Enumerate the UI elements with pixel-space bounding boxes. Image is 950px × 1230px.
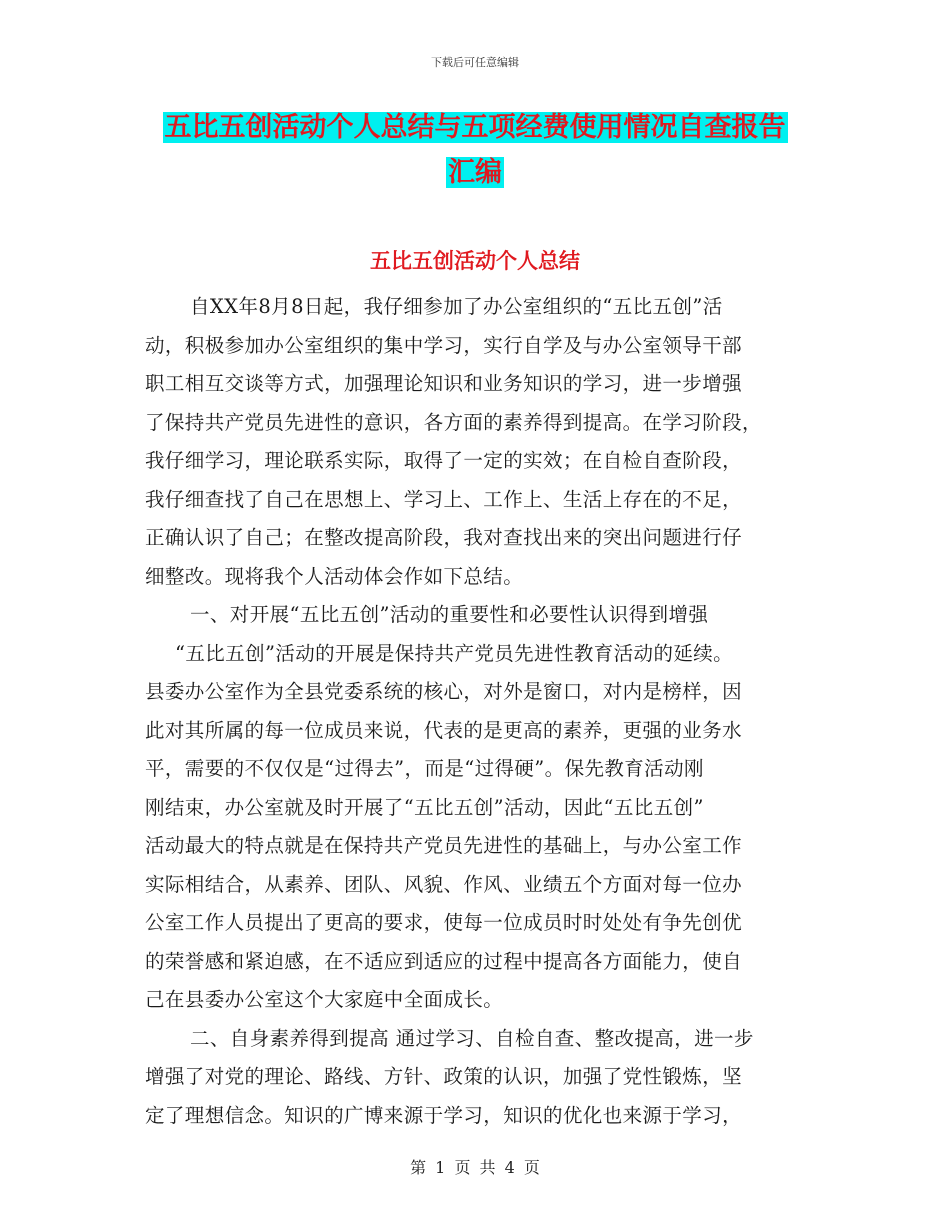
- section-heading: 二、自身素养得到提高 通过学习、自检自查、整改提高，进一步: [190, 1026, 754, 1050]
- body-line: 县委办公室作为全县党委系统的核心，对外是窗口，对内是榜样，因: [145, 680, 743, 703]
- document-title-line-1: 五比五创活动个人总结与五项经费使用情况自查报告: [164, 112, 786, 143]
- body-line: 定了理想信念。知识的广博来源于学习，知识的优化也来源于学习，: [145, 1103, 743, 1127]
- body-line: 平，需要的不仅仅是“过得去”，而是“过得硬”。保先教育活动刚: [145, 757, 704, 780]
- body-line: 公室工作人员提出了更高的要求，使每一位成员时时处处有争先创优: [145, 911, 743, 934]
- document-body: [145, 288, 815, 1135]
- body-line: 细整改。现将我个人活动体会作如下总结。: [145, 564, 524, 588]
- body-line: 我仔细学习，理论联系实际，取得了一定的实效；在自检自查阶段，: [145, 449, 743, 472]
- body-line: 了保持共产党员先进性的意识，各方面的素养得到提高。在学习阶段，: [145, 410, 762, 434]
- body-line: 职工相互交谈等方式，加强理论知识和业务知识的学习，进一步增强: [145, 372, 743, 395]
- body-line: 动，积极参加办公室组织的集中学习，实行自学及与办公室领导干部: [145, 333, 743, 357]
- page-header: 下载后可任意编辑: [431, 56, 519, 69]
- section-title: 五比五创活动个人总结: [370, 249, 580, 273]
- body-line: 活动最大的特点就是在保持共产党员先进性的基础上，与办公室工作: [145, 834, 743, 857]
- body-line: 正确认识了自己；在整改提高阶段，我对查找出来的突出问题进行仔: [145, 526, 743, 549]
- body-line: 增强了对党的理论、路线、方针、政策的认识，加强了党性锻炼，坚: [145, 1065, 743, 1088]
- body-line: 我仔细查找了自己在思想上、学习上、工作上、生活上存在的不足，: [145, 487, 743, 511]
- body-line: 己在县委办公室这个大家庭中全面成长。: [145, 988, 504, 1011]
- body-line: 刚结束，办公室就及时开展了“五比五创”活动，因此“五比五创”: [145, 795, 704, 819]
- section-heading: 一、对开展“五比五创”活动的重要性和必要性认识得到增强: [190, 603, 709, 626]
- body-line: 实际相结合，从素养、团队、风貌、作风、业绩五个方面对每一位办: [145, 872, 743, 896]
- page-footer: 第 1 页 共 4 页: [410, 1158, 540, 1177]
- body-line: 自XX年8月8日起，我仔细参加了办公室组织的“五比五创”活: [190, 295, 723, 318]
- body-line: 此对其所属的每一位成员来说，代表的是更高的素养，更强的业务水: [145, 718, 743, 742]
- body-line: 的荣誉感和紧迫感，在不适应到适应的过程中提高各方面能力，使自: [145, 949, 743, 973]
- body-line: “五比五创”活动的开展是保持共产党员先进性教育活动的延续。: [175, 641, 734, 665]
- document-title-line-2: 汇编: [448, 157, 502, 188]
